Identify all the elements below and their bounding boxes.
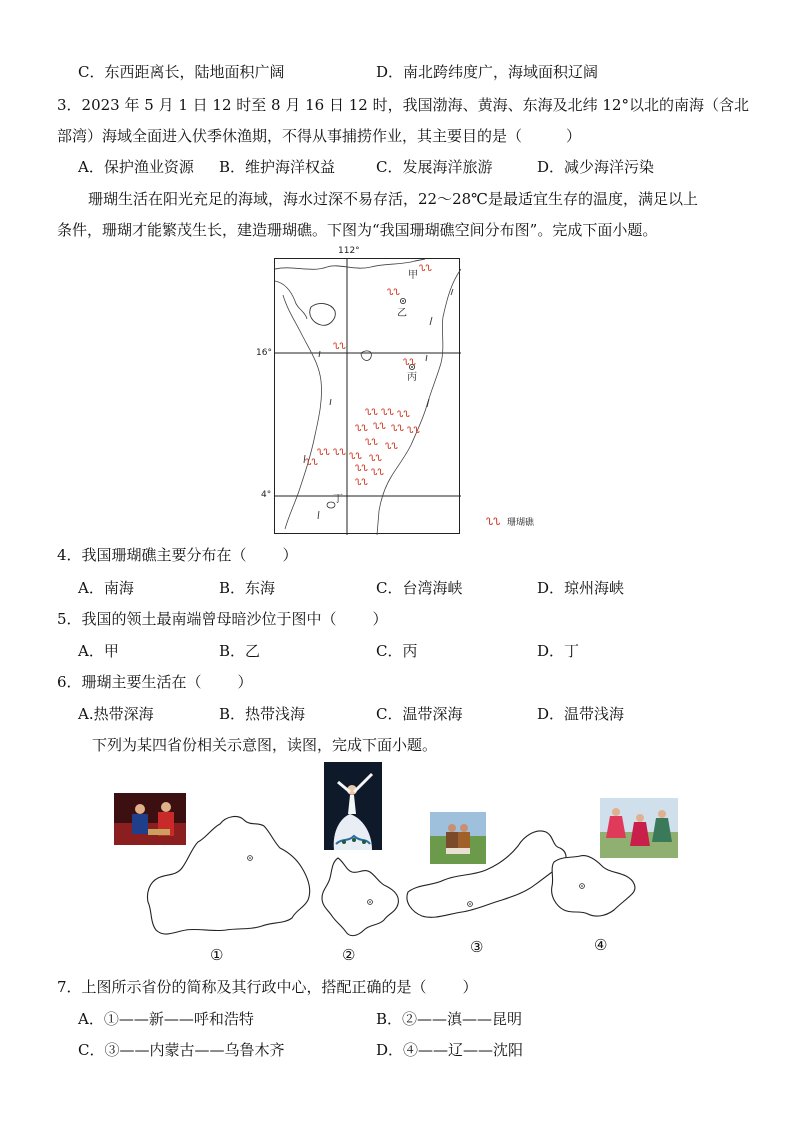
q3-stem-line2 — [57, 126, 581, 146]
q4-option-c: C．台湾海峡 — [376, 579, 463, 597]
q3-option-a: A．保护渔业资源 — [78, 158, 194, 176]
coral-symbol: ᔐᔐ — [365, 438, 378, 448]
map-drawing — [275, 259, 461, 535]
coral-symbol: ᔐᔐ — [333, 448, 346, 458]
coral-symbol: ᔐᔐ — [355, 464, 368, 474]
q3-option-c: C．发展海洋旅游 — [376, 158, 493, 176]
indochina-coast — [283, 295, 322, 529]
coastline-north — [275, 259, 425, 269]
province-xinjiang-outline — [146, 812, 314, 940]
label-jia: 甲 — [408, 270, 418, 281]
coral-intro-line1: 珊瑚生活在阳光充足的海域，海水过深不易存活，22～28℃是最适宜生存的温度，满足以上 — [88, 190, 698, 208]
q5-option-c: C．丙 — [376, 642, 418, 660]
q6-option-d: D．温带浅海 — [537, 705, 625, 723]
coral-symbol: ᔐᔐ — [385, 442, 398, 452]
coral-symbol: ᔐᔐ — [373, 422, 386, 432]
province-label-1: ① — [210, 946, 224, 964]
coral-symbol: ᔐᔐ — [419, 264, 432, 274]
coral-symbol: ᔐᔐ — [387, 288, 400, 298]
coral-symbol: ᔐᔐ — [355, 424, 368, 434]
coral-symbol: ᔐᔐ — [317, 448, 330, 458]
q7-option-c: C．③——内蒙古——乌鲁木齐 — [78, 1041, 285, 1059]
q5-option-a: A．甲 — [78, 642, 119, 660]
q4-stem-text: 4．我国珊瑚礁主要分布在（ — [57, 546, 247, 564]
province-label-2: ② — [342, 946, 356, 964]
coral-symbol: ᔐᔐ — [371, 468, 384, 478]
map-longitude-label: 112° — [338, 246, 360, 256]
q3-option-d: D．减少海洋污染 — [537, 158, 655, 176]
province-yunnan-outline — [320, 856, 402, 940]
q7-stem-close: ） — [462, 978, 478, 996]
q3-stem-text: 部湾）海域全面进入伏季休渔期，不得从事捕捞作业，其主要目的是（ — [57, 127, 523, 145]
small-island — [361, 351, 371, 361]
coral-symbol: ᔐᔐ — [349, 452, 362, 462]
q6-option-b: B．热带浅海 — [219, 705, 306, 723]
q5-stem-close: ） — [372, 610, 388, 628]
legend-coral-symbol: ᔐᔐ — [486, 517, 501, 528]
q6-stem-close: ） — [237, 673, 253, 691]
hainan-island — [310, 304, 336, 326]
map-lat16-label: 16° — [256, 348, 272, 358]
provinces-intro: 下列为某四省份相关示意图，读图，完成下面小题。 — [92, 736, 438, 754]
q3-stem-close: ） — [566, 127, 582, 145]
map-lat4-label: 4° — [261, 490, 272, 500]
label-ding: 丁 — [333, 494, 343, 505]
coral-symbol: ᔐᔐ — [365, 408, 378, 418]
q6-option-c: C．温带深海 — [376, 705, 463, 723]
coral-symbol: ᔐᔐ — [333, 342, 346, 352]
coral-symbol: ᔐᔐ — [305, 458, 318, 468]
q5-stem-text: 5．我国的领土最南端曾母暗沙位于图中（ — [57, 610, 337, 628]
province-inner-mongolia-outline — [404, 826, 570, 926]
coral-symbol: ᔐᔐ — [407, 426, 420, 436]
coral-symbol: ᔐᔐ — [391, 424, 404, 434]
q4-option-b: B．东海 — [219, 579, 276, 597]
photo-korean-dance — [600, 798, 678, 858]
coral-symbol: ᔐᔐ — [381, 408, 394, 418]
legend-coral-label: 珊瑚礁 — [507, 518, 535, 528]
q4-option-d: D．琼州海峡 — [537, 579, 625, 597]
q7-option-a: A．①——新——呼和浩特 — [78, 1010, 254, 1028]
coral-symbol: ᔐᔐ — [397, 410, 410, 420]
province-jilin-outline — [548, 852, 640, 924]
q3-option-b: B．维护海洋权益 — [219, 158, 336, 176]
q4-stem-close: ） — [282, 546, 298, 564]
photo-peacock-dance — [324, 762, 382, 850]
east-coast — [377, 269, 461, 535]
q6-stem-text: 6．珊瑚主要生活在（ — [57, 673, 202, 691]
q6-stem — [57, 672, 253, 692]
coral-intro-line2: 条件，珊瑚才能繁茂生长，建造珊瑚礁。下图为“我国珊瑚礁空间分布图”。完成下面小题。 — [57, 221, 658, 239]
coral-reef-map — [274, 258, 460, 534]
province-label-3: ③ — [470, 938, 484, 956]
province-label-4: ④ — [594, 936, 608, 954]
q5-stem — [57, 609, 388, 629]
q7-stem — [57, 977, 478, 997]
label-yi: 乙 — [397, 308, 407, 319]
q4-option-a: A．南海 — [78, 579, 134, 597]
q7-option-d: D．④——辽——沈阳 — [376, 1041, 524, 1059]
q6-option-a: A.热带深海 — [78, 705, 154, 723]
label-bing: 丙 — [407, 372, 417, 383]
q7-option-b: B．②——滇——昆明 — [376, 1010, 523, 1028]
q5-option-d: D．丁 — [537, 642, 580, 660]
q5-option-b: B．乙 — [219, 642, 261, 660]
coral-symbol: ᔐᔐ — [369, 454, 382, 464]
q4-stem — [57, 545, 298, 565]
q3-stem-line1: 3．2023 年 5 月 1 日 12 时至 8 月 16 日 12 时，我国渤海、黄海、东海及北纬 12°以北的南海（含北 — [57, 96, 749, 114]
q2-option-c: C．东西距离长，陆地面积广阔 — [78, 63, 285, 81]
q7-stem-text: 7．上图所示省份的简称及其行政中心，搭配正确的是（ — [57, 978, 427, 996]
coral-symbol: ᔐᔐ — [403, 358, 416, 368]
q2-option-d: D．南北跨纬度广，海域面积辽阔 — [376, 63, 599, 81]
coral-symbol: ᔐᔐ — [355, 478, 368, 488]
